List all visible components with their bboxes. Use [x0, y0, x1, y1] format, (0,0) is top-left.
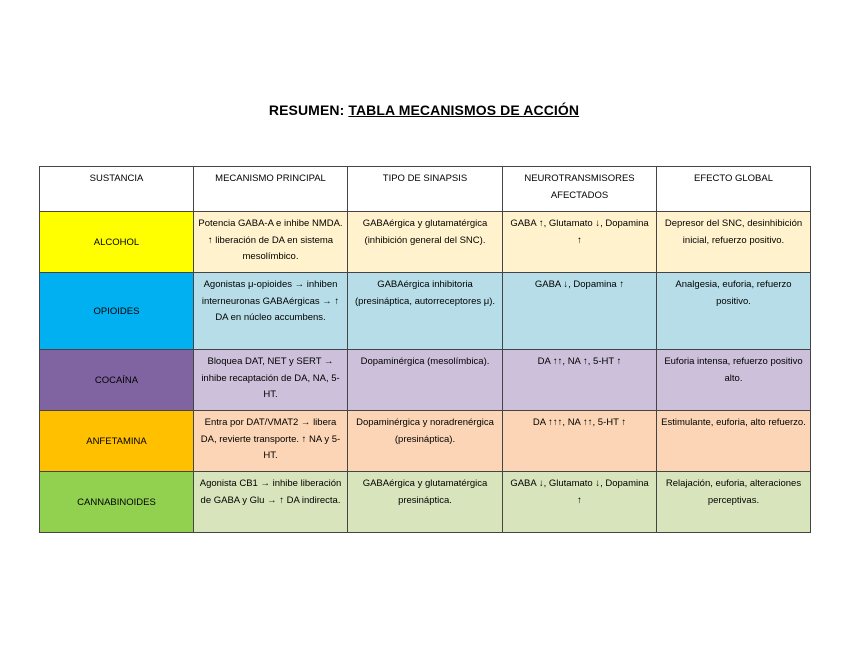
header-mecanismo: MECANISMO PRINCIPAL [194, 167, 348, 212]
table-row-cannabinoides [40, 472, 811, 533]
cell-efecto: Depresor del SNC, desinhibición inicial, refuerzo positivo. [657, 212, 811, 273]
cell-efecto: Euforia intensa, refuerzo positivo alto. [657, 350, 811, 411]
cell-efecto: Relajación, euforia, alteraciones perceptivas. [657, 472, 811, 533]
cell-sinapsis: Dopaminérgica (mesolímbica). [348, 350, 503, 411]
title-prefix: RESUMEN: [268, 102, 349, 118]
cell-neurotransmisores: DA ↑↑↑, NA ↑↑, 5-HT ↑ [503, 411, 657, 472]
title-underlined: TABLA MECANISMOS DE ACCIÓN [348, 102, 580, 118]
cell-mecanismo: Agonistas μ-opioides → inhiben interneuronas GABAérgicas → ↑ DA en núcleo accumbens. [194, 273, 348, 350]
table-row-alcohol [40, 212, 811, 273]
table-row-anfetamina [40, 411, 811, 472]
cell-mecanismo: Bloquea DAT, NET y SERT → inhibe recaptación de DA, NA, 5-HT. [194, 350, 348, 411]
cell-mecanismo: Agonista CB1 → inhibe liberación de GABA y Glu → ↑ DA indirecta. [194, 472, 348, 533]
table-row-cocaina [40, 350, 811, 411]
document-title [0, 102, 848, 118]
cell-mecanismo: Potencia GABA-A e inhibe NMDA. ↑ liberación de DA en sistema mesolímbico. [194, 212, 348, 273]
header-sinapsis: TIPO DE SINAPSIS [348, 167, 503, 212]
mechanisms-table [39, 166, 811, 533]
cell-sinapsis: GABAérgica y glutamatérgica presináptica. [348, 472, 503, 533]
table-header-row [40, 167, 811, 212]
cell-sustancia: OPIOIDES [40, 273, 194, 350]
cell-sinapsis: GABAérgica y glutamatérgica (inhibición general del SNC). [348, 212, 503, 273]
cell-sustancia: ANFETAMINA [40, 411, 194, 472]
header-efecto: EFECTO GLOBAL [657, 167, 811, 212]
header-neurotransmisores: NEUROTRANSMISORES AFECTADOS [503, 167, 657, 212]
cell-sinapsis: GABAérgica inhibitoria (presináptica, autorreceptores μ). [348, 273, 503, 350]
cell-efecto: Estimulante, euforia, alto refuerzo. [657, 411, 811, 472]
cell-sustancia: CANNABINOIDES [40, 472, 194, 533]
cell-neurotransmisores: GABA ↓, Glutamato ↓, Dopamina ↑ [503, 472, 657, 533]
cell-neurotransmisores: DA ↑↑, NA ↑, 5-HT ↑ [503, 350, 657, 411]
cell-sinapsis: Dopaminérgica y noradrenérgica (presináptica). [348, 411, 503, 472]
cell-sustancia: COCAÍNA [40, 350, 194, 411]
cell-efecto: Analgesia, euforia, refuerzo positivo. [657, 273, 811, 350]
header-sustancia: SUSTANCIA [40, 167, 194, 212]
cell-neurotransmisores: GABA ↓, Dopamina ↑ [503, 273, 657, 350]
table-row-opioides [40, 273, 811, 350]
cell-mecanismo: Entra por DAT/VMAT2 → libera DA, revierte transporte. ↑ NA y 5-HT. [194, 411, 348, 472]
cell-sustancia: ALCOHOL [40, 212, 194, 273]
cell-neurotransmisores: GABA ↑, Glutamato ↓, Dopamina ↑ [503, 212, 657, 273]
